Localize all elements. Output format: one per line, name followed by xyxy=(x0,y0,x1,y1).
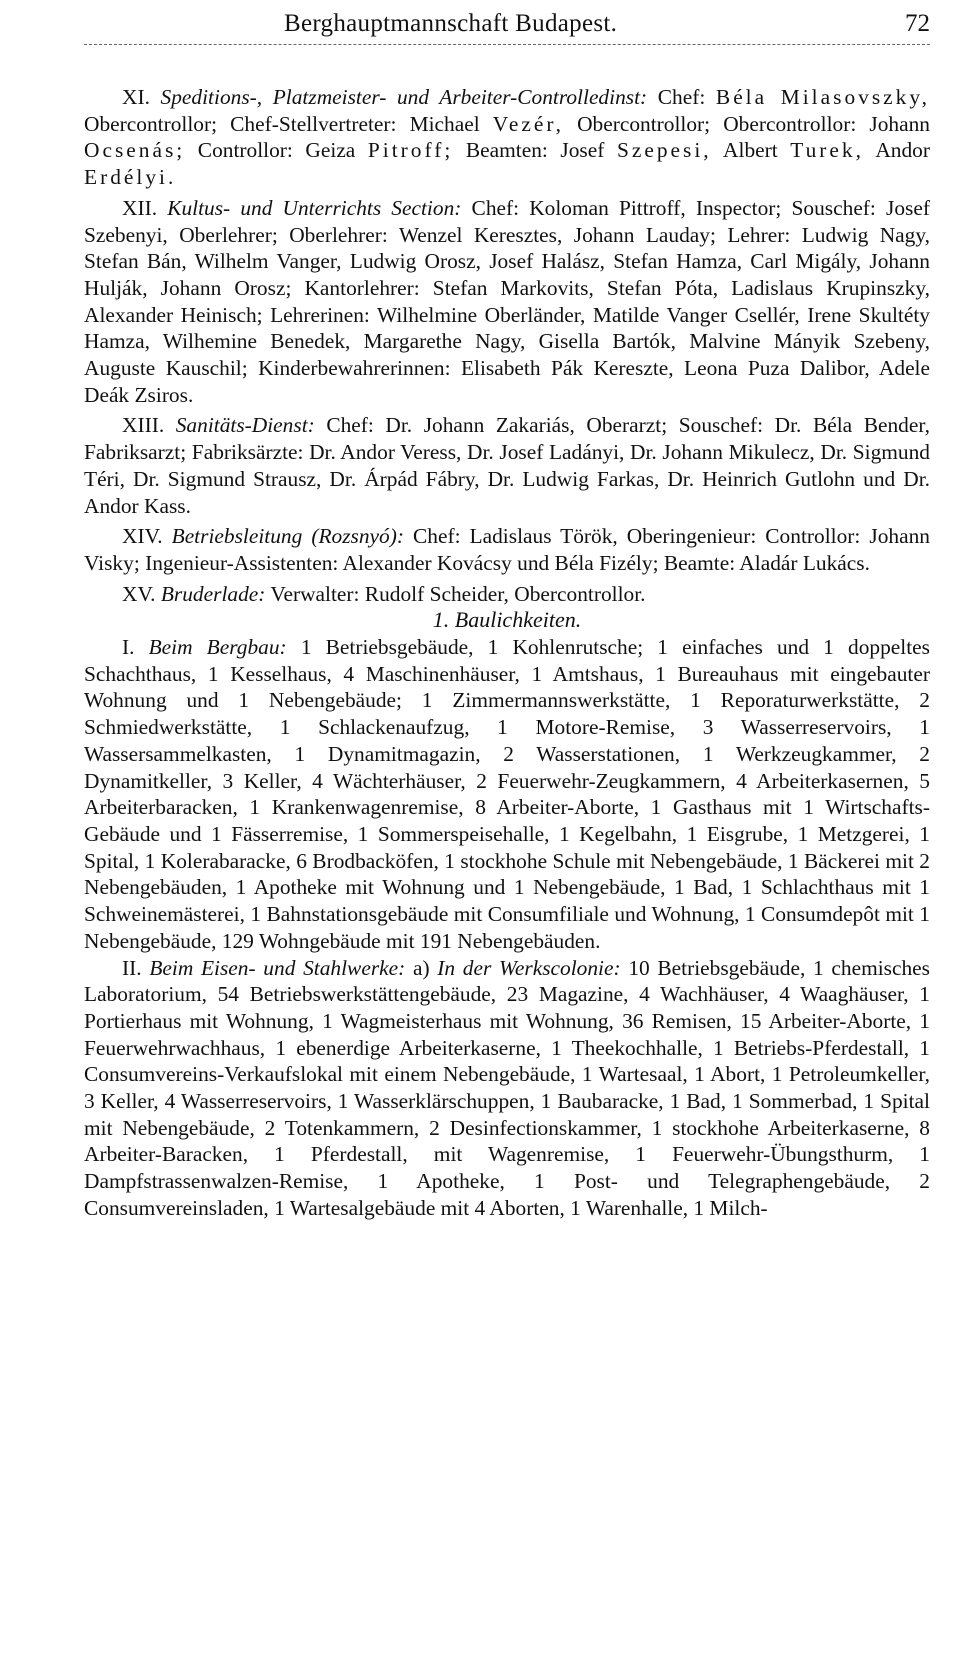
document-body xyxy=(84,84,930,1222)
header-rule xyxy=(84,44,930,45)
section-label: Speditions-, Platzmeister- und Arbeiter-Controlledinst: xyxy=(160,85,648,109)
section-text: 1 Betriebsgebäude, 1 Kohlenrutsche; 1 einfaches und 1 doppeltes Schachthaus, 1 Kesselhaus, 4 Maschinenhäuser, 1 Amtshaus, 1 Bureauhaus mit eingebauter Wohnung und 1 Nebengebäude; 1 Zimmermannswerkstätte, 1 Reporaturwerkstätte, 2 Schmiedwerkstätte, 1 Schlackenaufzug, 1 Motore-Remise, 3 Wasserreservoirs, 1 Wassersammelkasten, 1 Dynamitmagazin, 2 Wasserstationen, 1 Werkzeugkammer, 2 Dynamitkeller, 3 Keller, 4 Wächterhäuser, 2 Feuerwehr-Zeugkammern, 4 Arbeiterkasernen, 5 Arbeiterbaracken, 1 Krankenwagenremise, 8 Arbeiter-Aborte, 1 Gasthaus mit 1 Wirtschafts-Gebäude und 1 Fässerremise, 1 Sommerspeisehalle, 1 Kegelbahn, 1 Eisgrube, 1 Metzgerei, 1 Spital, 1 Kolerabaracke, 6 Brodbacköfen, 1 stockhohe Schule mit Nebengebäude, 1 Bäckerei mit 2 Nebengebäuden, 1 Apotheke mit Wohnung und 1 Nebengebäude, 1 Bad, 1 Schlachthaus mit 1 Schweinemästerei, 1 Bahnstationsgebäude mit Consumfiliale und Wohnung, 1 Consumdepôt mit 1 Nebengebäude, 129 Wohngebäude mit 191 Nebengebäuden. xyxy=(84,635,930,953)
page-number: 72 xyxy=(905,10,930,37)
section-number: XIV. xyxy=(122,524,163,549)
section-xiv xyxy=(84,523,930,576)
section-xi: XI. Speditions-, Platzmeister- und Arbeiter-Controlledinst: Chef: Béla Milasovszky, Obercontrollor; Chef-Stellvertreter: Michael Vezér, Obercontrollor; Obercontrollor: Johann Ocsenás; Controllor: Geiza Pitroff; Beamten: Josef Szepesi, Albert Turek, Andor Erdélyi. xyxy=(84,85,931,190)
section-label: Betriebsleitung (Rozsnyó): xyxy=(171,524,404,549)
section-xii xyxy=(84,195,930,409)
sub-prefix: a) xyxy=(412,955,430,980)
section-xv xyxy=(84,581,930,608)
section-text: Chef: Koloman Pittroff, Inspector; Souschef: Josef Szebenyi, Oberlehrer; Oberlehrer: Wenzel Keresztes, Johann Lauday; Lehrer: Ludwig Nagy, Stefan Bán, Wilhelm Vanger, Ludwig Orosz, Josef Halász, Stefan Hamza, Carl Migály, Johann Hulják, Johann Orosz; Kantorlehrer: Stefan Markovits, Stefan Póta, Ladislaus Krupinszky, Alexander Heinisch; Lehrerinen: Wilhelmine Oberländer, Matilde Vanger Csellér, Irene Skultéty Hamza, Wilhemine Benedek, Margarethe Nagy, Gisella Bartók, Malvine Mányik Szebeny, Auguste Kauschil; Kinderbewahrerinnen: Elisabeth Pák Kereszte, Leona Puza Dalibor, Adele Deák Zsiros. xyxy=(84,195,930,407)
sub-label: In der Werkscolonie: xyxy=(437,955,621,980)
section-label: Bruderlade: xyxy=(160,581,266,606)
page-header xyxy=(84,6,930,40)
section-number: II. xyxy=(122,955,142,980)
section-label: Sanitäts-Dienst: xyxy=(175,413,315,438)
section-number: I. xyxy=(122,635,135,660)
section-label: Kultus- und Unterrichts Section: xyxy=(167,195,462,220)
section-number: XII. xyxy=(122,195,158,220)
section-number: XI. xyxy=(122,85,150,109)
section-text: Chef: Dr. Johann Zakariás, Oberarzt; Souschef: Dr. Béla Bender, Fabriksarzt; Fabriksärzte: Dr. Andor Veress, Dr. Josef Ladányi, Dr. Johann Mikulecz, Dr. Sigmund Téri, Dr. Sigmund Strausz, Dr. Árpád Fábry, Dr. Ludwig Farkas, Dr. Heinrich Gutlohn und Dr. Andor Kass. xyxy=(84,413,930,518)
section-label: Beim Eisen- und Stahlwerke: xyxy=(149,955,406,980)
section-text: Chef: Ladislaus Török, Oberingenieur: Controllor: Johann Visky; Ingenieur-Assistenten: Alexander Kovácsy und Béla Fizély; Beamte: Aladár Lukács. xyxy=(84,524,930,575)
section-text: 10 Betriebsgebäude, 1 chemisches Laboratorium, 54 Betriebswerkstättengebäude, 23 Magazine, 4 Wachhäuser, 4 Waaghäuser, 1 Portierhaus mit Wohnung, 1 Wagmeisterhaus mit Wohnung, 36 Remisen, 15 Arbeiter-Aborte, 1 Feuerwehrwachhaus, 1 ebenerdige Arbeiterkaserne, 1 Theekochhalle, 1 Betriebs-Pferdestall, 1 Consumvereins-Verkaufslokal mit einem Nebengebäude, 1 Wartesaal, 1 Abort, 1 Petroleumkeller, 3 Keller, 4 Wasserreservoirs, 1 Wasserklärschuppen, 1 Baubaracke, 1 Bad, 1 Sommerbad, 1 Spital mit Nebengebäude, 2 Totenkammern, 2 Desinfectionskammer, 1 stockhohe Arbeiterkaserne, 8 Arbeiter-Baracken, 1 Pferdestall, mit Wagenremise, 1 Feuerwehr-Übungsthurm, 1 Dampfstrassenwalzen-Remise, 1 Apotheke, 1 Post- und Telegraphengebäude, 2 Consumvereinsladen, 1 Wartesalgebäude mit 4 Aborten, 1 Warenhalle, 1 Milch- xyxy=(84,955,930,1220)
section-xiii xyxy=(84,412,930,519)
section-number: XIII. xyxy=(122,413,165,438)
running-title: Berghauptmannschaft Budapest. xyxy=(284,10,618,37)
section-label: Beim Bergbau: xyxy=(148,635,287,660)
section-number: XV. xyxy=(122,581,156,606)
bergbau-paragraph xyxy=(84,634,930,954)
section-text: Verwalter: Rudolf Scheider, Obercontrollor. xyxy=(270,581,646,606)
eisen-paragraph xyxy=(84,955,930,1222)
section-heading: 1. Baulichkeiten. xyxy=(432,607,582,633)
